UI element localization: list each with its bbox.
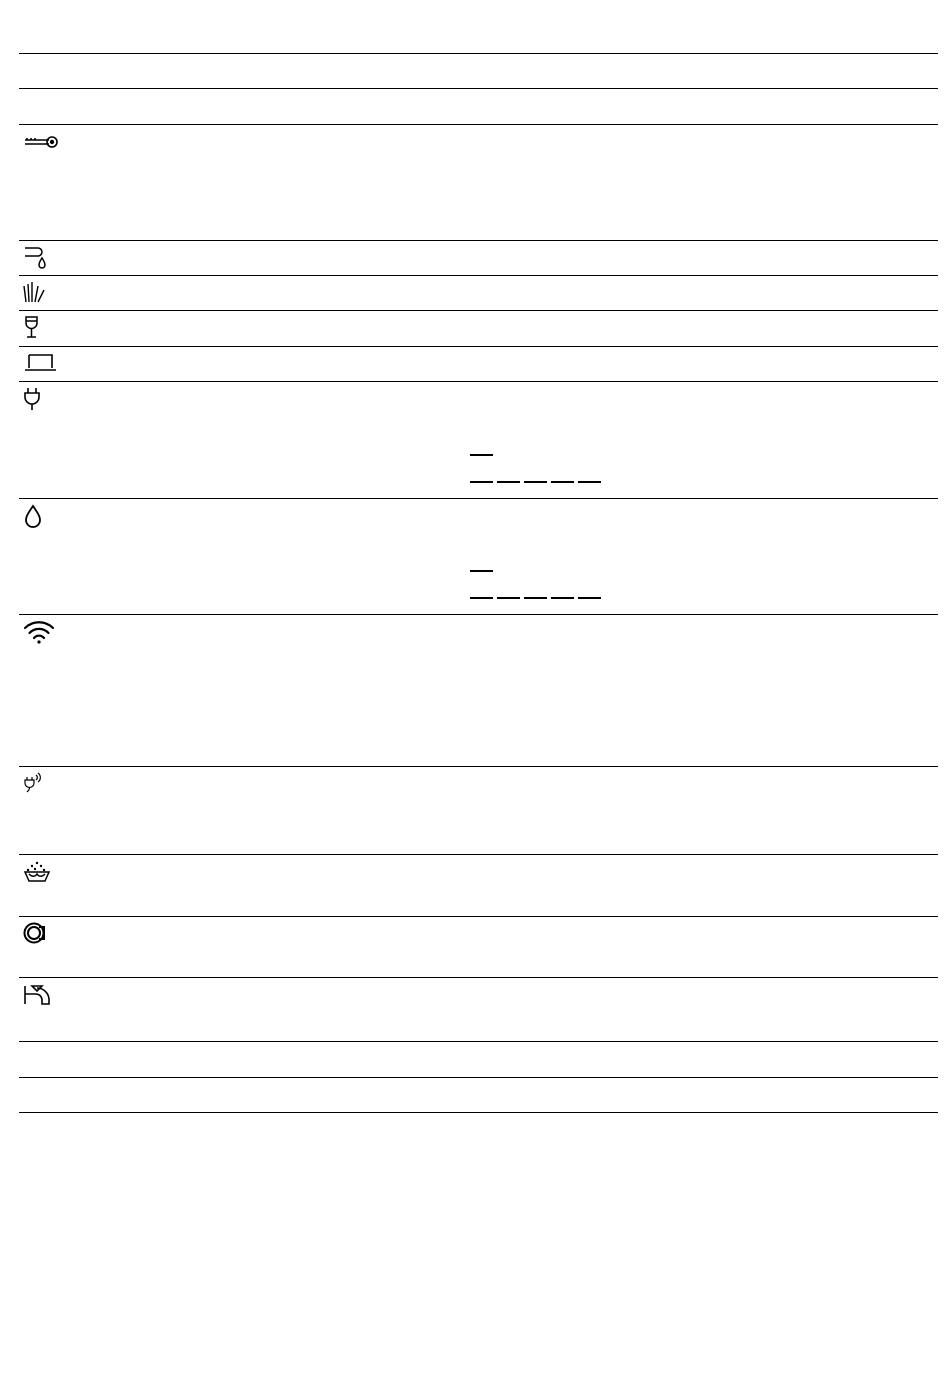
segment-bar bbox=[578, 481, 601, 483]
wifi-icon bbox=[22, 620, 58, 648]
row-divider bbox=[19, 88, 938, 89]
water-tap-icon bbox=[22, 982, 58, 1010]
row-divider bbox=[19, 53, 938, 54]
row-divider bbox=[19, 240, 938, 241]
segment-bar bbox=[470, 570, 493, 572]
rinse-aid-drop-icon bbox=[22, 245, 58, 273]
key-icon bbox=[22, 132, 58, 160]
water-drop-icon bbox=[22, 503, 58, 531]
segment-bar bbox=[470, 481, 493, 483]
segment-bar bbox=[578, 597, 601, 599]
segment-bar bbox=[470, 454, 493, 456]
row-divider bbox=[19, 275, 938, 276]
row-divider bbox=[19, 1041, 938, 1042]
dish-plate-icon bbox=[22, 921, 58, 949]
segment-bar bbox=[524, 597, 547, 599]
segment-bar bbox=[497, 481, 520, 483]
row-divider bbox=[19, 310, 938, 311]
row-divider bbox=[19, 916, 938, 917]
spray-arms-icon bbox=[22, 280, 58, 308]
segment-bar bbox=[497, 597, 520, 599]
row-divider bbox=[19, 498, 938, 499]
row-divider bbox=[19, 977, 938, 978]
segment-bar bbox=[470, 597, 493, 599]
row-divider bbox=[19, 381, 938, 382]
row-divider bbox=[19, 854, 938, 855]
row-divider bbox=[19, 346, 938, 347]
plug-remote-icon bbox=[22, 770, 58, 798]
glass-icon bbox=[22, 314, 58, 342]
power-plug-icon bbox=[22, 386, 58, 414]
row-divider bbox=[19, 1077, 938, 1078]
segment-bar bbox=[551, 481, 574, 483]
rack-icon bbox=[22, 352, 58, 380]
salt-basin-icon bbox=[22, 860, 58, 888]
segment-bar bbox=[551, 597, 574, 599]
segment-bar bbox=[524, 481, 547, 483]
row-divider bbox=[19, 1112, 938, 1113]
row-divider bbox=[19, 614, 938, 615]
row-divider bbox=[19, 766, 938, 767]
row-divider bbox=[19, 124, 938, 125]
